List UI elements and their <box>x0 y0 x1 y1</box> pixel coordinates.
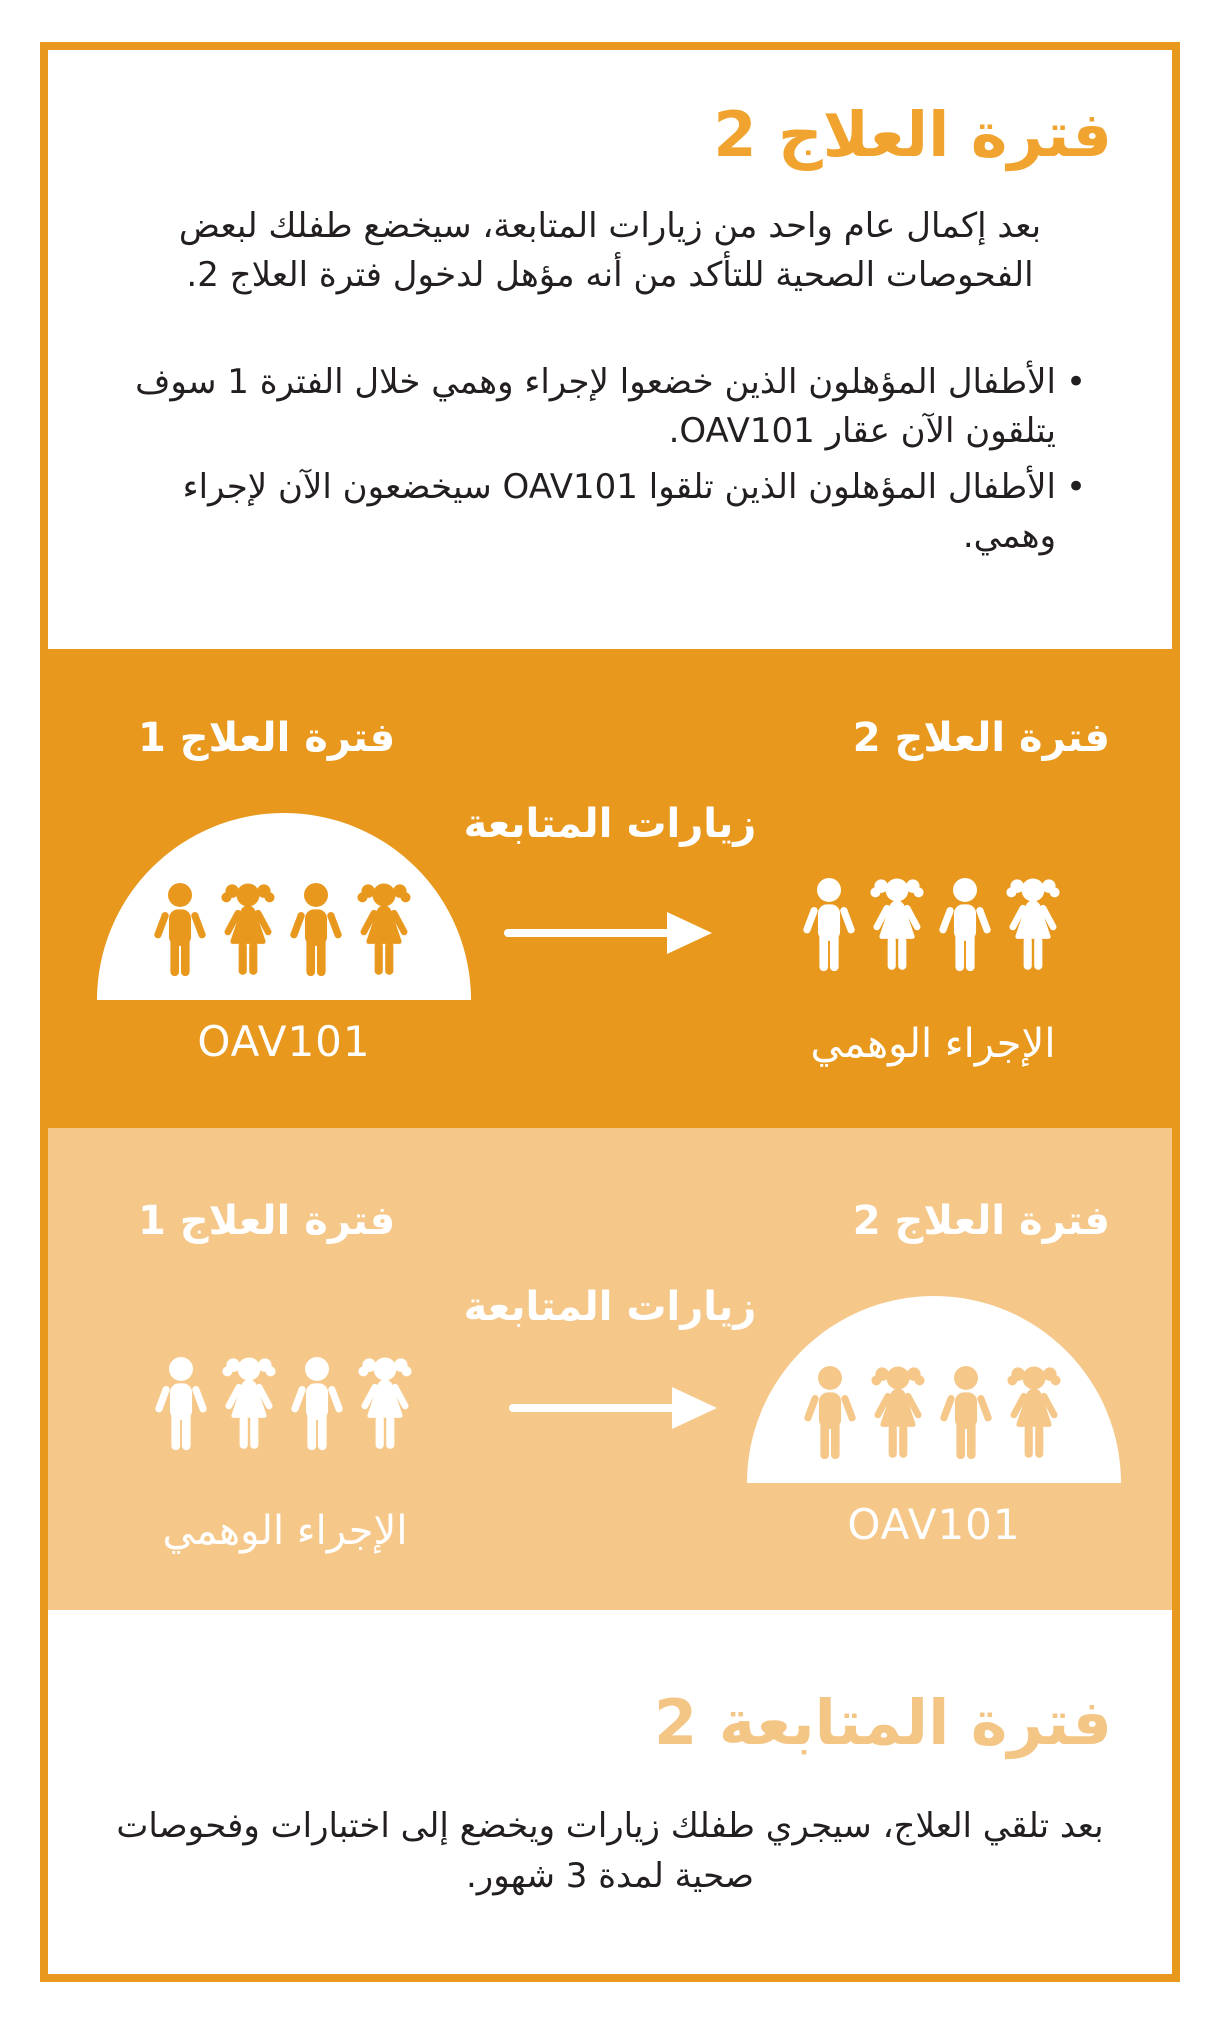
girl-icon <box>867 1365 929 1461</box>
boy-icon <box>289 882 343 978</box>
period2-label: فترة العلاج 2 <box>852 715 1110 761</box>
followup-title: فترة المتابعة 2 <box>654 1686 1112 1759</box>
children-group-oav101 <box>747 1365 1121 1461</box>
followup-visits-label: زيارات المتابعة <box>463 801 757 847</box>
boy-icon <box>154 1356 208 1452</box>
girl-icon <box>354 1356 416 1452</box>
bullet-item-sham-to-oav: • الأطفال المؤهلون الذين خضعوا لإجراء وهمي خلال الفترة 1 سوف يتلقون الآن عقار OAV101. <box>128 358 1086 457</box>
children-group-oav101 <box>97 882 471 978</box>
period1-label: فترة العلاج 1 <box>138 715 396 761</box>
frame-border <box>40 42 1180 1982</box>
oav101-dome <box>97 813 471 1000</box>
girl-icon <box>1002 877 1064 973</box>
oav101-dome <box>747 1296 1121 1483</box>
diagram-oav101-to-sham <box>48 649 1172 1128</box>
followup-period-2-section <box>48 1610 1172 1974</box>
girl-icon <box>218 1356 280 1452</box>
oav101-label: OAV101 <box>197 1017 371 1066</box>
girl-icon <box>217 882 279 978</box>
children-group-sham <box>802 877 1064 973</box>
period1-label: فترة العلاج 1 <box>138 1198 396 1244</box>
followup-paragraph: بعد تلقي العلاج، سيجري طفلك زيارات ويخضع إلى اختبارات وفحوصات صحية لمدة 3 شهور. <box>116 1806 1104 1896</box>
sham-procedure-label: الإجراء الوهمي <box>810 1021 1056 1067</box>
boy-icon <box>290 1356 344 1452</box>
sham-procedure-label: الإجراء الوهمي <box>162 1508 408 1554</box>
intro-paragraph: بعد إكمال عام واحد من زيارات المتابعة، سيخضع طفلك لبعض الفحوصات الصحية للتأكد من أنه مؤهل لدخول فترة العلاج 2. <box>178 205 1042 295</box>
boy-icon <box>939 1365 993 1461</box>
diagram-sham-to-oav101 <box>48 1128 1172 1610</box>
boy-icon <box>802 877 856 973</box>
girl-icon <box>1003 1365 1065 1461</box>
boy-icon <box>938 877 992 973</box>
treatment-period-2-section <box>48 50 1172 649</box>
period2-label: فترة العلاج 2 <box>852 1198 1110 1244</box>
boy-icon <box>153 882 207 978</box>
bullet-item-oav-to-sham: • الأطفال المؤهلون الذين تلقوا OAV101 سيخضعون الآن لإجراء وهمي. <box>128 463 1086 562</box>
eligibility-bullet-list <box>48 358 1172 561</box>
children-group-sham <box>154 1356 416 1452</box>
arrow-right-icon <box>503 909 715 957</box>
sham-procedure-group <box>793 877 1073 1067</box>
girl-icon <box>353 882 415 978</box>
boy-icon <box>803 1365 857 1461</box>
sham-procedure-group <box>145 1356 425 1554</box>
page-title: فترة العلاج 2 <box>713 98 1112 171</box>
arrow-right-icon <box>508 1384 720 1432</box>
followup-visits-label: زيارات المتابعة <box>463 1284 757 1330</box>
girl-icon <box>866 877 928 973</box>
oav101-label: OAV101 <box>847 1500 1021 1549</box>
